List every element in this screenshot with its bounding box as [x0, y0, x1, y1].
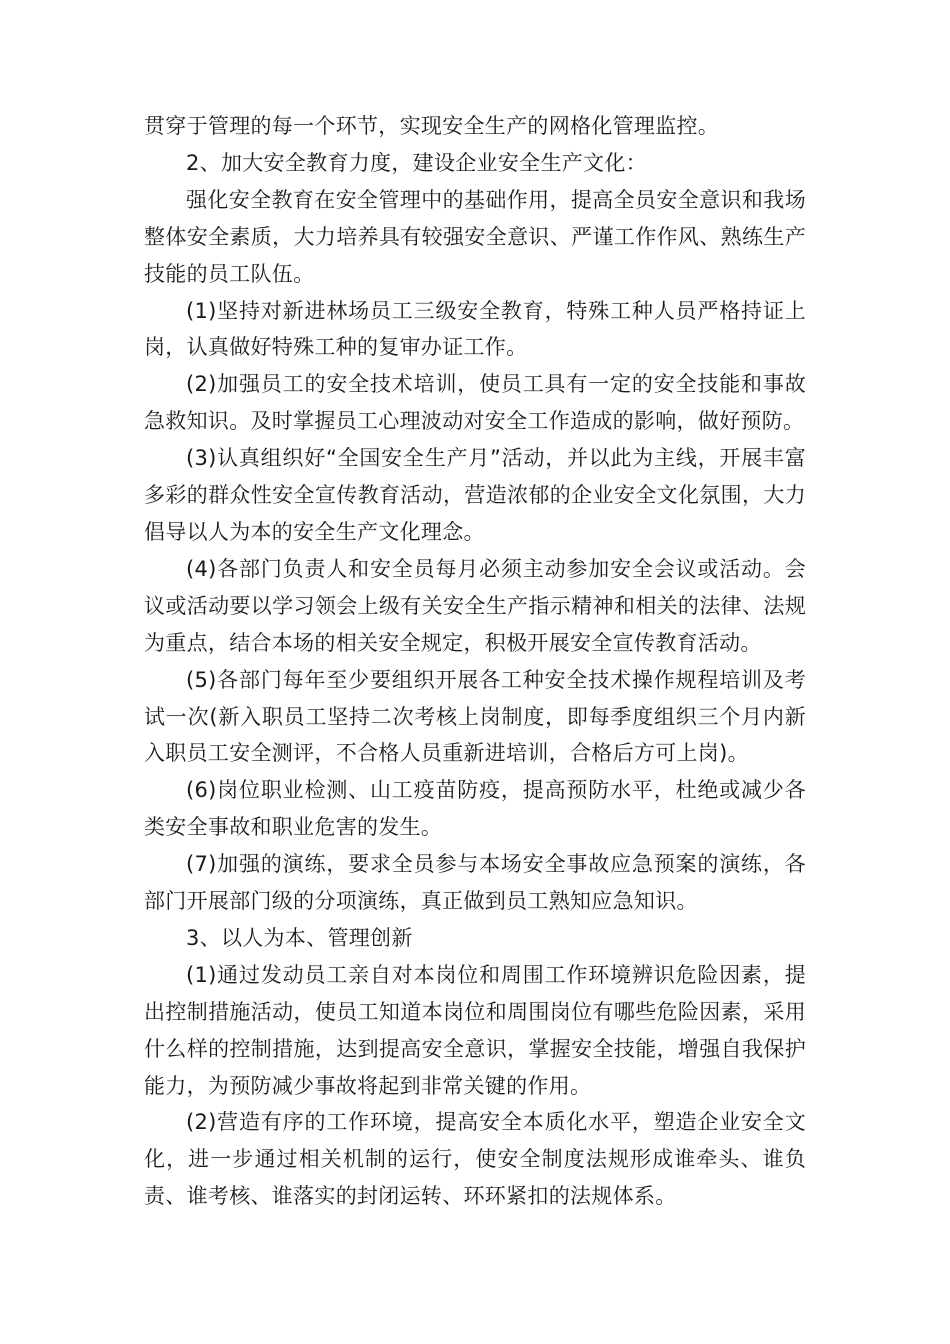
paragraph-intro: 强化安全教育在安全管理中的基础作用，提高全员安全意识和我场整体安全素质，大力培养具有较强安全意识、严谨工作作风、熟练生产技能的员工队伍。 — [144, 187, 806, 286]
list-item-5: (5)各部门每年至少要组织开展各工种安全技术操作规程培训及考试一次(新入职员工坚持二次考核上岗制度，即每季度组织三个月内新入职员工安全测评，不合格人员重新进培训，合格后方可上岗)。 — [144, 667, 806, 766]
paragraph-continuation: 贯穿于管理的每一个环节，实现安全生产的网格化管理监控。 — [144, 114, 720, 138]
list-item-3: (3)认真组织好“全国安全生产月”活动，并以此为主线，开展丰富多彩的群众性安全宣传教育活动，营造浓郁的企业安全文化氛围，大力倡导以人为本的安全生产文化理念。 — [144, 446, 806, 544]
list-item-2: (2)加强员工的安全技术培训，使员工具有一定的安全技能和事故急救知识。及时掌握员工心理波动对安全工作造成的影响，做好预防。 — [144, 372, 806, 434]
list-item-4: (4)各部门负责人和安全员每月必须主动参加安全会议或活动。会议或活动要以学习领会上级有关安全生产指示精神和相关的法律、法规为重点，结合本场的相关安全规定，积极开展安全宣传教育活动。 — [144, 556, 806, 655]
document-page — [144, 108, 806, 1215]
list-item-3-1: (1)通过发动员工亲自对本岗位和周围工作环境辨识危险因素，提出控制措施活动，使员工知道本岗位和周围岗位有哪些危险因素，采用什么样的控制措施，达到提高安全意识，掌握安全技能，增强自我保护能力，为预防减少事故将起到非常关键的作用。 — [144, 962, 806, 1098]
section-heading-2: 2、加大安全教育力度，建设企业安全生产文化： — [186, 150, 647, 175]
list-item-7: (7)加强的演练，要求全员参与本场安全事故应急预案的演练，各部门开展部门级的分项演练，真正做到员工熟知应急知识。 — [144, 852, 806, 914]
list-item-3-2: (2)营造有序的工作环境，提高安全本质化水平，塑造企业安全文化，进一步通过相关机制的运行，使安全制度法规形成谁牵头、谁负责、谁考核、谁落实的封闭运转、环环紧扣的法规体系。 — [144, 1110, 806, 1209]
section-heading-3: 3、以人为本、管理创新 — [186, 925, 413, 950]
list-item-6: (6)岗位职业检测、山工疫苗防疫，提高预防水平，杜绝或减少各类安全事故和职业危害的发生。 — [144, 778, 806, 840]
list-item-1: (1)坚持对新进林场员工三级安全教育，特殊工种人员严格持证上岗，认真做好特殊工种的复审办证工作。 — [144, 298, 806, 360]
